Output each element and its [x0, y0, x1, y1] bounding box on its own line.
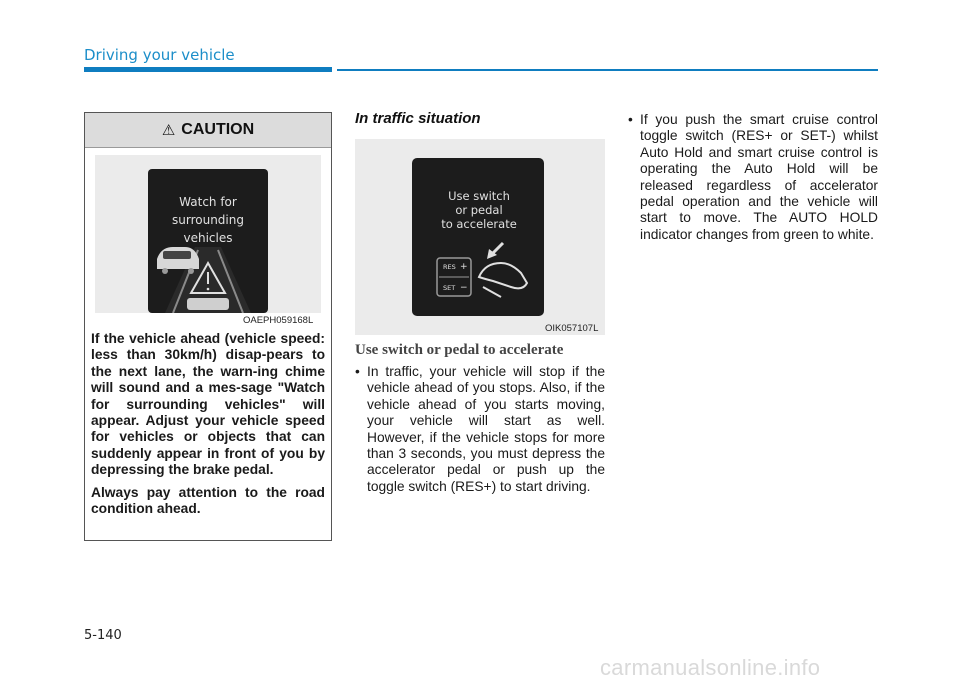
svg-text:−: −: [460, 283, 468, 293]
section-title: Driving your vehicle: [84, 46, 235, 64]
screen-line-3: vehicles: [183, 231, 233, 245]
middle-image-code: OIK057107L: [545, 323, 599, 334]
screen-line-1: Use switch: [448, 189, 510, 203]
caution-text: [91, 331, 325, 523]
svg-text:SET: SET: [443, 284, 456, 292]
right-body: [628, 112, 878, 243]
screen-line-2: surrounding: [172, 213, 244, 227]
screen-line-1: Watch for: [179, 195, 237, 209]
caution-box: [84, 112, 332, 541]
warning-triangle-icon: ⚠: [161, 122, 176, 139]
screen-line-2: or pedal: [455, 203, 503, 217]
accelerate-illustration: [355, 139, 605, 335]
header-rule-thick: [84, 67, 332, 72]
watermark: carmanualsonline.info: [600, 655, 821, 680]
screen-line-3: to accelerate: [441, 217, 517, 231]
svg-text:RES: RES: [443, 263, 456, 271]
caution-header: [85, 113, 331, 148]
header-rule-thin: [337, 69, 878, 71]
middle-body: [355, 364, 605, 495]
page-number: 5-140: [84, 628, 122, 643]
toggle-switch-icon: [437, 258, 471, 296]
subsection-heading: Use switch or pedal to accelerate: [355, 342, 564, 358]
caution-paragraph-2: Always pay attention to the road condition ahead.: [91, 484, 325, 517]
svg-text:+: +: [460, 262, 468, 272]
right-bullet: • If you push the smart cruise control toggle switch (RES+ or SET-) whilst Auto Hold and smart cruise control is operating the Auto Hold will be released regardless of accelerator pedal operation and the vehicle will start to move. The AUTO HOLD indicator changes from green to white.: [628, 112, 878, 243]
caution-title: CAUTION: [181, 121, 255, 138]
caution-paragraph-1: If the vehicle ahead (vehicle speed: less than 30km/h) disap-pears to the next lane, the warn-ing chime will sound and a mes-sage "Watch for surrounding vehicles" will appear. Adjust your vehicle speed for vehicles or objects that can suddenly appear in front of you by depressing the brake pedal.: [91, 331, 325, 478]
caution-illustration: [95, 155, 321, 313]
middle-bullet: • In traffic, your vehicle will stop if the vehicle ahead of you stops. Also, if the vehicle ahead of you starts moving, your vehicle will start as well. However, if the vehicle stops for more than 3 seconds, you must depress the accelerator pedal or push up the toggle switch (RES+) to start driving.: [355, 364, 605, 495]
cluster-warning-screen: [95, 155, 321, 313]
section-heading: In traffic situation: [355, 110, 481, 127]
cluster-accelerate-screen: [355, 139, 605, 335]
caution-image-code: OAEPH059168L: [243, 315, 314, 326]
